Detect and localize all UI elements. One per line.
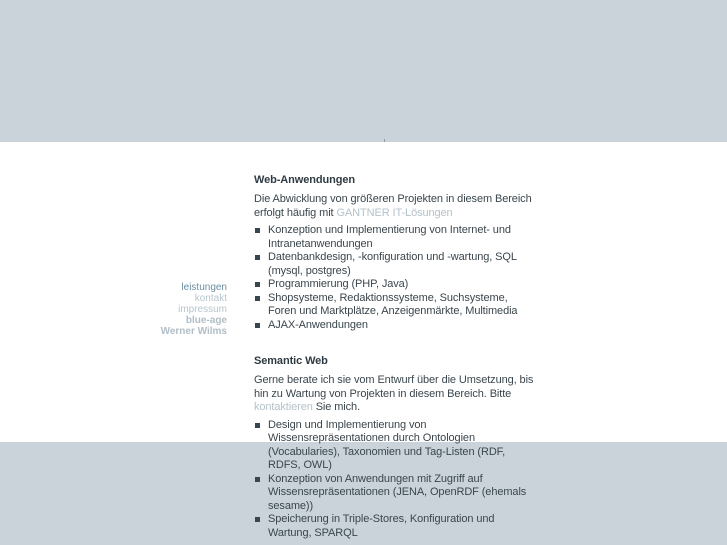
service-list <box>254 224 534 332</box>
nav-item-impressum[interactable]: impressum <box>178 304 227 315</box>
list-item: Programmierung (PHP, Java) <box>254 278 534 292</box>
list-item: Datenbankdesign, -konfiguration und -wartung, SQL (mysql, postgres) <box>254 251 534 278</box>
intro-text: Gerne berate ich sie vom Entwurf über die Umsetzung, bis hin zu Wartung von Projekten in diesem Bereich. Bitte <box>254 374 534 400</box>
section-title: Semantic Web <box>254 355 328 367</box>
header-band <box>0 0 727 142</box>
header-tick <box>384 139 385 142</box>
list-item: Speicherung in Triple-Stores, Konfiguration und Wartung, SPARQL <box>254 513 534 540</box>
list-item: AJAX-Anwendungen <box>254 319 534 333</box>
service-list <box>254 419 534 541</box>
section-semantic-web <box>254 354 534 540</box>
section-intro <box>254 193 534 220</box>
kontaktieren-link[interactable]: kontaktieren <box>254 401 313 413</box>
brand-name[interactable]: blue-age <box>185 315 227 326</box>
intro-text: Die Abwicklung von größeren Projekten in diesem Bereich erfolgt häufig mit <box>254 193 532 219</box>
list-item: Shopsysteme, Redaktionssysteme, Suchsysteme, Foren und Marktplätze, Anzeigenmärkte, Multimedia <box>254 292 534 319</box>
side-navigation <box>87 282 227 337</box>
gantner-link[interactable]: GANTNER IT-Lösungen <box>336 206 453 219</box>
section-web-anwendungen <box>254 173 534 332</box>
main-content <box>254 173 534 545</box>
nav-item-kontakt[interactable]: kontakt <box>194 293 227 304</box>
section-intro <box>254 374 534 415</box>
section-title: Web-Anwendungen <box>254 174 355 186</box>
list-item: Design und Implementierung von Wissensrepräsentationen durch Ontologien (Vocabularies), Taxonomien und Tag-Listen (RDF, RDFS, OWL) <box>254 419 534 473</box>
list-item: Konzeption und Implementierung von Internet- und Intranetanwendungen <box>254 224 534 251</box>
intro-text-end: Sie mich. <box>312 401 361 413</box>
list-item: Konzeption von Anwendungen mit Zugriff auf Wissensrepräsentationen (JENA, OpenRDF (ehemals sesame)) <box>254 473 534 514</box>
brand-owner[interactable]: Werner Wilms <box>160 326 227 337</box>
nav-item-leistungen[interactable]: leistungen <box>181 282 227 293</box>
